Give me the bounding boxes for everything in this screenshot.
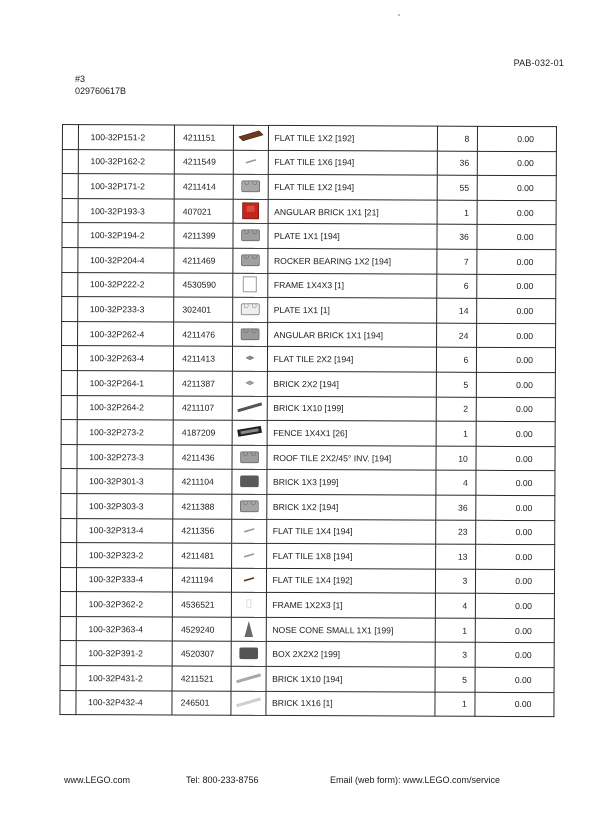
element-id: 4211388	[173, 494, 232, 519]
part-description: BRICK 2X2 [194]	[267, 371, 437, 396]
reference-block	[75, 73, 126, 97]
tile-1x8-grey-icon	[235, 545, 263, 567]
price: 0.00	[478, 126, 557, 151]
item-number: 100-32P363-4	[76, 616, 173, 641]
item-number: 100-32P233-3	[77, 297, 174, 322]
element-id: 4530590	[174, 273, 233, 298]
part-description: ROOF TILE 2X2/45° INV. [194]	[267, 445, 437, 470]
row-blank-cell	[62, 247, 78, 272]
item-number: 100-32P273-3	[77, 444, 174, 469]
item-number: 100-32P431-2	[76, 666, 173, 691]
box-2x2x2-dark-grey-icon	[234, 643, 262, 665]
footer-phone: Tel: 800-233-8756	[186, 775, 259, 785]
part-picture	[233, 273, 268, 298]
table-row	[61, 518, 555, 545]
footer-website: www.LEGO.com	[64, 775, 131, 785]
table-row	[61, 420, 555, 447]
part-picture	[231, 617, 266, 642]
quantity: 1	[437, 421, 477, 446]
price: 0.00	[477, 348, 556, 373]
element-id: 4211414	[174, 174, 233, 199]
quantity: 1	[435, 692, 475, 717]
frame-1x2x3-white-icon	[235, 594, 263, 616]
part-picture	[233, 224, 268, 249]
part-description: BRICK 1X10 [199]	[267, 396, 437, 421]
row-blank-cell	[61, 543, 77, 568]
table-row	[61, 346, 555, 373]
quantity: 6	[437, 347, 477, 372]
part-description: FLAT TILE 1X4 [194]	[266, 519, 436, 544]
price: 0.00	[475, 692, 554, 717]
element-id: 246501	[172, 691, 231, 716]
quantity: 3	[436, 569, 476, 594]
row-blank-cell	[60, 616, 76, 641]
brick-2x2-grey-icon	[236, 372, 264, 394]
item-number: 100-32P263-4	[77, 346, 174, 371]
element-id: 4211194	[173, 568, 232, 593]
part-picture	[232, 543, 267, 568]
price: 0.00	[477, 200, 556, 225]
element-id: 4211413	[174, 346, 233, 371]
element-id: 4211521	[172, 666, 231, 691]
item-number: 100-32P303-3	[76, 493, 173, 518]
price: 0.00	[477, 323, 556, 348]
row-blank-cell	[60, 641, 76, 666]
brick-1x3-dark-grey-icon	[235, 471, 263, 493]
element-id: 407021	[174, 199, 233, 224]
table-row	[61, 395, 555, 422]
item-number: 100-32P264-2	[77, 395, 174, 420]
item-number: 100-32P362-2	[76, 592, 173, 617]
quantity: 8	[438, 126, 478, 151]
part-picture	[232, 396, 267, 421]
price: 0.00	[476, 421, 555, 446]
table-row	[62, 321, 556, 348]
part-description: BRICK 1X3 [199]	[266, 470, 436, 495]
reference-id: 029760617B	[75, 86, 127, 96]
scan-speck	[398, 14, 400, 16]
part-description: FLAT TILE 1X8 [194]	[266, 543, 436, 568]
table-row	[62, 198, 556, 225]
element-id: 4211104	[173, 469, 232, 494]
price: 0.00	[476, 594, 555, 619]
row-blank-cell	[62, 297, 78, 322]
table-row	[61, 543, 555, 570]
part-description: PLATE 1X1 [1]	[267, 298, 437, 323]
part-description: PLATE 1X1 [194]	[268, 224, 438, 249]
price: 0.00	[477, 397, 556, 422]
quantity: 4	[436, 593, 476, 618]
brick-1x2-grey-icon	[235, 495, 263, 517]
item-number: 100-32P171-2	[78, 174, 175, 199]
brick-1x16-white-icon	[234, 692, 262, 714]
part-picture	[233, 125, 268, 150]
item-number: 100-32P391-2	[76, 641, 173, 666]
quantity: 14	[437, 298, 477, 323]
quantity: 5	[437, 372, 477, 397]
angular-brick-red-icon	[236, 200, 264, 222]
part-picture	[232, 347, 267, 372]
item-number: 100-32P333-4	[76, 567, 173, 592]
part-description: ANGULAR BRICK 1X1 [21]	[268, 199, 438, 224]
price: 0.00	[477, 225, 556, 250]
part-description: BOX 2X2X2 [199]	[266, 642, 436, 667]
roof-tile-grey-icon	[235, 446, 263, 468]
table-row	[61, 493, 555, 520]
price: 0.00	[475, 643, 554, 668]
part-description: FRAME 1X2X3 [1]	[266, 593, 436, 618]
row-blank-cell	[62, 198, 78, 223]
part-picture	[233, 174, 268, 199]
quantity: 24	[437, 323, 477, 348]
price: 0.00	[476, 544, 555, 569]
quantity: 36	[438, 151, 478, 176]
part-picture	[231, 568, 266, 593]
part-description: BRICK 1X2 [194]	[266, 494, 436, 519]
row-blank-cell	[62, 125, 78, 150]
row-blank-cell	[60, 592, 76, 617]
part-picture	[232, 494, 267, 519]
table-row	[62, 149, 556, 176]
item-number: 100-32P193-3	[78, 198, 175, 223]
tile-1x2-grey-icon	[236, 176, 264, 198]
quantity: 36	[437, 225, 477, 250]
table-row	[62, 247, 556, 274]
element-id: 4520307	[172, 641, 231, 666]
element-id: 4211469	[174, 248, 233, 273]
price: 0.00	[477, 176, 556, 201]
element-id: 4211387	[174, 371, 233, 396]
table-row	[61, 469, 555, 496]
quantity: 7	[437, 249, 477, 274]
row-blank-cell	[62, 272, 78, 297]
price: 0.00	[477, 274, 556, 299]
price: 0.00	[476, 618, 555, 643]
rocker-bearing-grey-icon	[236, 250, 264, 272]
row-blank-cell	[62, 321, 78, 346]
part-picture	[231, 642, 266, 667]
price: 0.00	[476, 569, 555, 594]
part-description: ANGULAR BRICK 1X1 [194]	[267, 322, 437, 347]
table-row	[60, 592, 554, 619]
item-number: 100-32P313-4	[76, 518, 173, 543]
row-blank-cell	[60, 567, 76, 592]
quantity: 1	[438, 200, 478, 225]
item-number: 100-32P222-2	[77, 272, 174, 297]
parts-table-body	[60, 125, 557, 717]
element-id: 302401	[174, 297, 233, 322]
table-row	[62, 223, 556, 250]
row-blank-cell	[62, 149, 78, 174]
quantity: 10	[436, 446, 476, 471]
price: 0.00	[477, 298, 556, 323]
quantity: 4	[436, 470, 476, 495]
footer-email: Email (web form): www.LEGO.com/service	[330, 775, 501, 785]
part-picture	[233, 150, 268, 175]
brick-1x10-grey-icon	[234, 668, 262, 690]
row-blank-cell	[61, 493, 77, 518]
price: 0.00	[476, 446, 555, 471]
quantity: 36	[436, 495, 476, 520]
quantity: 2	[437, 397, 477, 422]
element-id: 4211436	[173, 445, 232, 470]
row-blank-cell	[61, 420, 77, 445]
row-blank-cell	[61, 370, 77, 395]
part-description: BRICK 1X16 [1]	[265, 691, 435, 716]
part-picture	[233, 199, 268, 224]
item-number: 100-32P273-2	[77, 420, 174, 445]
tile-1x4-brown-icon	[235, 569, 263, 591]
price: 0.00	[476, 495, 555, 520]
part-picture	[231, 666, 266, 691]
part-picture	[231, 691, 266, 716]
quantity: 6	[437, 274, 477, 299]
row-blank-cell	[61, 518, 77, 543]
item-number: 100-32P301-3	[77, 469, 174, 494]
item-number: 100-32P264-1	[77, 371, 174, 396]
part-picture	[232, 519, 267, 544]
reference-number: #3	[75, 74, 86, 84]
tile-1x2-brown-icon	[237, 127, 265, 149]
part-description: ROCKER BEARING 1X2 [194]	[267, 248, 437, 273]
element-id: 4536521	[173, 592, 232, 617]
element-id: 4211107	[173, 396, 232, 421]
part-picture	[232, 371, 267, 396]
row-blank-cell	[62, 174, 78, 199]
item-number: 100-32P151-2	[78, 125, 175, 150]
table-row	[62, 272, 556, 299]
part-picture	[231, 593, 266, 618]
element-id: 4211476	[174, 322, 233, 347]
quantity: 1	[436, 618, 476, 643]
part-picture	[232, 470, 267, 495]
table-row	[61, 444, 555, 471]
element-id: 4187209	[173, 420, 232, 445]
table-row	[61, 370, 555, 397]
table-row	[60, 690, 554, 717]
quantity: 13	[436, 544, 476, 569]
part-description: FLAT TILE 2X2 [194]	[267, 347, 437, 372]
part-picture	[233, 297, 268, 322]
part-description: BRICK 1X10 [194]	[266, 666, 436, 691]
row-blank-cell	[62, 223, 78, 248]
quantity: 23	[436, 520, 476, 545]
element-id: 4211151	[175, 125, 234, 150]
plate-1x1-white-icon	[236, 299, 264, 321]
table-row	[60, 567, 554, 594]
table-row	[60, 616, 554, 643]
element-id: 4211549	[174, 150, 233, 175]
element-id: 4211356	[173, 518, 232, 543]
parts-table	[59, 124, 557, 717]
element-id: 4211481	[173, 543, 232, 568]
part-description: FENCE 1X4X1 [26]	[267, 421, 437, 446]
item-number: 100-32P162-2	[78, 149, 175, 174]
row-blank-cell	[60, 666, 76, 691]
price: 0.00	[477, 372, 556, 397]
item-number: 100-32P323-2	[76, 543, 173, 568]
table-row	[62, 174, 556, 201]
row-blank-cell	[61, 469, 77, 494]
document-code: PAB-032-01	[513, 58, 564, 68]
item-number: 100-32P194-2	[78, 223, 175, 248]
plate-1x1-grey-icon	[236, 225, 264, 247]
brick-1x10-dark-grey-icon	[235, 397, 263, 419]
part-picture	[233, 248, 268, 273]
row-blank-cell	[61, 395, 77, 420]
price: 0.00	[476, 520, 555, 545]
price: 0.00	[475, 667, 554, 692]
part-picture	[232, 420, 267, 445]
item-number: 100-32P204-4	[78, 248, 175, 273]
frame-1x4x3-white-icon	[236, 274, 264, 296]
row-blank-cell	[60, 690, 76, 715]
part-description: FLAT TILE 1X2 [194]	[268, 175, 438, 200]
quantity: 5	[435, 667, 475, 692]
price: 0.00	[477, 249, 556, 274]
part-picture	[232, 445, 267, 470]
part-description: FRAME 1X4X3 [1]	[267, 273, 437, 298]
quantity: 3	[436, 643, 476, 668]
row-blank-cell	[61, 444, 77, 469]
row-blank-cell	[61, 346, 77, 371]
tile-1x6-grey-icon	[237, 151, 265, 173]
price: 0.00	[476, 471, 555, 496]
part-description: FLAT TILE 1X2 [192]	[268, 125, 438, 150]
table-row	[62, 125, 556, 152]
angular-brick-grey-icon	[236, 323, 264, 345]
price: 0.00	[478, 151, 557, 176]
item-number: 100-32P262-4	[77, 321, 174, 346]
part-description: FLAT TILE 1X4 [192]	[266, 568, 436, 593]
item-number: 100-32P432-4	[76, 690, 173, 715]
fence-black-icon	[235, 422, 263, 444]
table-row	[60, 641, 554, 668]
tile-1x4-grey-icon	[235, 520, 263, 542]
table-row	[60, 666, 554, 693]
tile-2x2-grey-icon	[236, 348, 264, 370]
quantity: 55	[438, 175, 478, 200]
part-description: NOSE CONE SMALL 1X1 [199]	[266, 617, 436, 642]
element-id: 4529240	[172, 617, 231, 642]
table-row	[62, 297, 556, 324]
part-description: FLAT TILE 1X6 [194]	[268, 150, 438, 175]
element-id: 4211399	[174, 223, 233, 248]
part-picture	[232, 322, 267, 347]
nose-cone-dark-grey-icon	[234, 618, 262, 640]
